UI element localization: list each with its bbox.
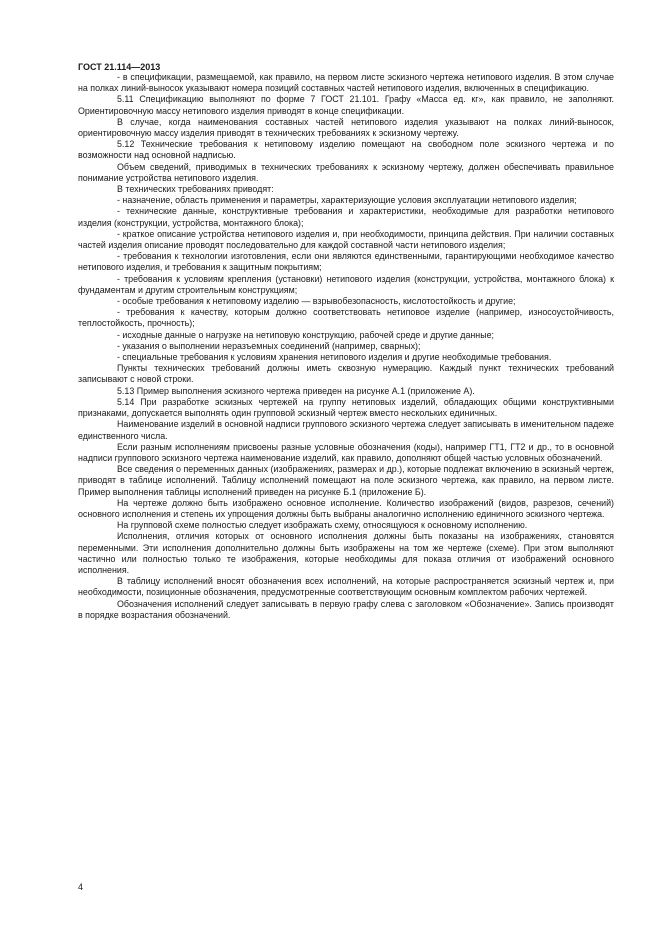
paragraph: На групповой схеме полностью следует изображать схему, относящуюся к основному исполнению.	[117, 520, 528, 531]
paragraph: В технических требованиях приводят:	[117, 184, 274, 195]
list-item: - особые требования к нетиповому изделию — взрывобезопасность, кислотостойкость и другие;	[117, 296, 516, 307]
paragraph: 5.14 При разработке эскизных чертежей на группу нетиповых изделий, обладающих общими конструктивными признаками, допускается выполнять один групповой эскизный чертеж вместо нескольких единичных.	[78, 396, 614, 419]
paragraph: В случае, когда наименования составных частей нетипового изделия указывают на полках линий-выносок, ориентировочную массу изделия приводят в технических требованиях к эскизному чертежу.	[78, 116, 614, 139]
list-item: - требования к условиям крепления (установки) нетипового изделия (конструкции, устройства, монтажного блока) к фундаментам и другим строительным конструкциям;	[78, 273, 614, 295]
list-item: - технические данные, конструктивные требования и характеристики, необходимые для разработки нетипового изделия (конструкции, устройства, монтажного блока);	[78, 206, 614, 228]
document-body	[78, 72, 614, 621]
paragraph: Исполнения, отличия которых от основного исполнения должны быть показаны на изображениях, становятся переменными. Эти исполнения дополнительно должны быть изображены на том же чертеже (схеме). При этом выполняют частично или полностью только те изображения, которые необходимы для показа отличия от изображений основного исполнения.	[78, 531, 614, 575]
list-item: - краткое описание устройства нетипового изделия и, при необходимости, принципа действия. При наличии составных частей изделия описание проводят последовательно для каждой составной части нетипового изделия;	[78, 228, 614, 251]
document-header: ГОСТ 21.114—2013	[78, 62, 161, 72]
paragraph: Обозначения исполнений следует записывать в первую графу слева с заголовком «Обозначение». Запись производят в порядке возрастания обозначений.	[78, 598, 614, 620]
list-item: - исходные данные о нагрузке на нетиповую конструкцию, рабочей среде и другие данные;	[117, 329, 494, 340]
paragraph: Объем сведений, приводимых в технических требованиях к эскизному чертежу, должен обеспечивать правильное понимание устройства нетипового изделия.	[78, 161, 614, 183]
paragraph: 5.13 Пример выполнения эскизного чертежа приведен на рисунке А.1 (приложение А).	[117, 385, 475, 396]
paragraph: 5.12 Технические требования к нетиповому изделию помещают на свободном поле эскизного чертежа и по возможности над основной надписью.	[78, 139, 614, 161]
list-item: - специальные требования к условиям хранения нетипового изделия и другие необходимые требования.	[117, 352, 552, 363]
list-item: - требования к технологии изготовления, если они являются единственными, гарантирующими необходимое качество нетипового изделия, и требования к защитным покрытиям;	[78, 251, 614, 273]
paragraph: На чертеже должно быть изображено основное исполнение. Количество изображений (видов, разрезов, сечений) основного исполнения и степень их упрощения должны быть выбраны аналогично исполнению единичного эскизного чертежа.	[78, 497, 614, 519]
paragraph: - в спецификации, размещаемой, как правило, на первом листе эскизного чертежа нетипового изделия. В этом случае на полках линий-выносок указывают номера позиций составных частей нетипового изделия, включенных в спецификацию.	[78, 72, 614, 94]
page-number: 4	[78, 882, 84, 892]
paragraph: Если разным исполнениям присвоены разные условные обозначения (коды), например ГТ1, ГТ2 и др., то в основной надписи группового эскизного чертежа наименование изделий, как правило, дополняют общей частью условных обозначений.	[78, 441, 614, 463]
paragraph: Наименование изделий в основной надписи группового эскизного чертежа следует записывать в именительном падеже единственного числа.	[78, 419, 614, 441]
paragraph: Пункты технических требований должны иметь сквозную нумерацию. Каждый пункт технических требований записывают с новой строки.	[78, 363, 614, 385]
list-item: - назначение, область применения и параметры, характеризующие условия эксплуатации нетипового изделия;	[117, 195, 577, 206]
list-item: - требования к качеству, которым должно соответствовать нетиповое изделие (например, износоустойчивость, теплостойкость, прочность);	[78, 307, 614, 329]
paragraph: 5.11 Спецификацию выполняют по форме 7 ГОСТ 21.101. Графу «Масса ед. кг», как правило, не заполняют. Ориентировочную массу нетипового изделия приводят в конце спецификации.	[78, 94, 614, 116]
paragraph: Все сведения о переменных данных (изображениях, размерах и др.), которые подлежат включению в эскизный чертеж, приводят в таблице исполнений. Таблицу исполнений помещают на поле эскизного чертежа, как правило, на первом листе. Пример выполнения таблицы исполнений приведен на рисунке Б.1 (приложение Б).	[78, 464, 614, 497]
list-item: - указания о выполнении неразъемных соединений (например, сварных);	[117, 340, 421, 351]
paragraph: В таблицу исполнений вносят обозначения всех исполнений, на которые распространяется эскизный чертеж и, при необходимости, позиционные обозначения, предусмотренные соответствующим основным комплектом рабочих чертежей.	[78, 576, 614, 598]
